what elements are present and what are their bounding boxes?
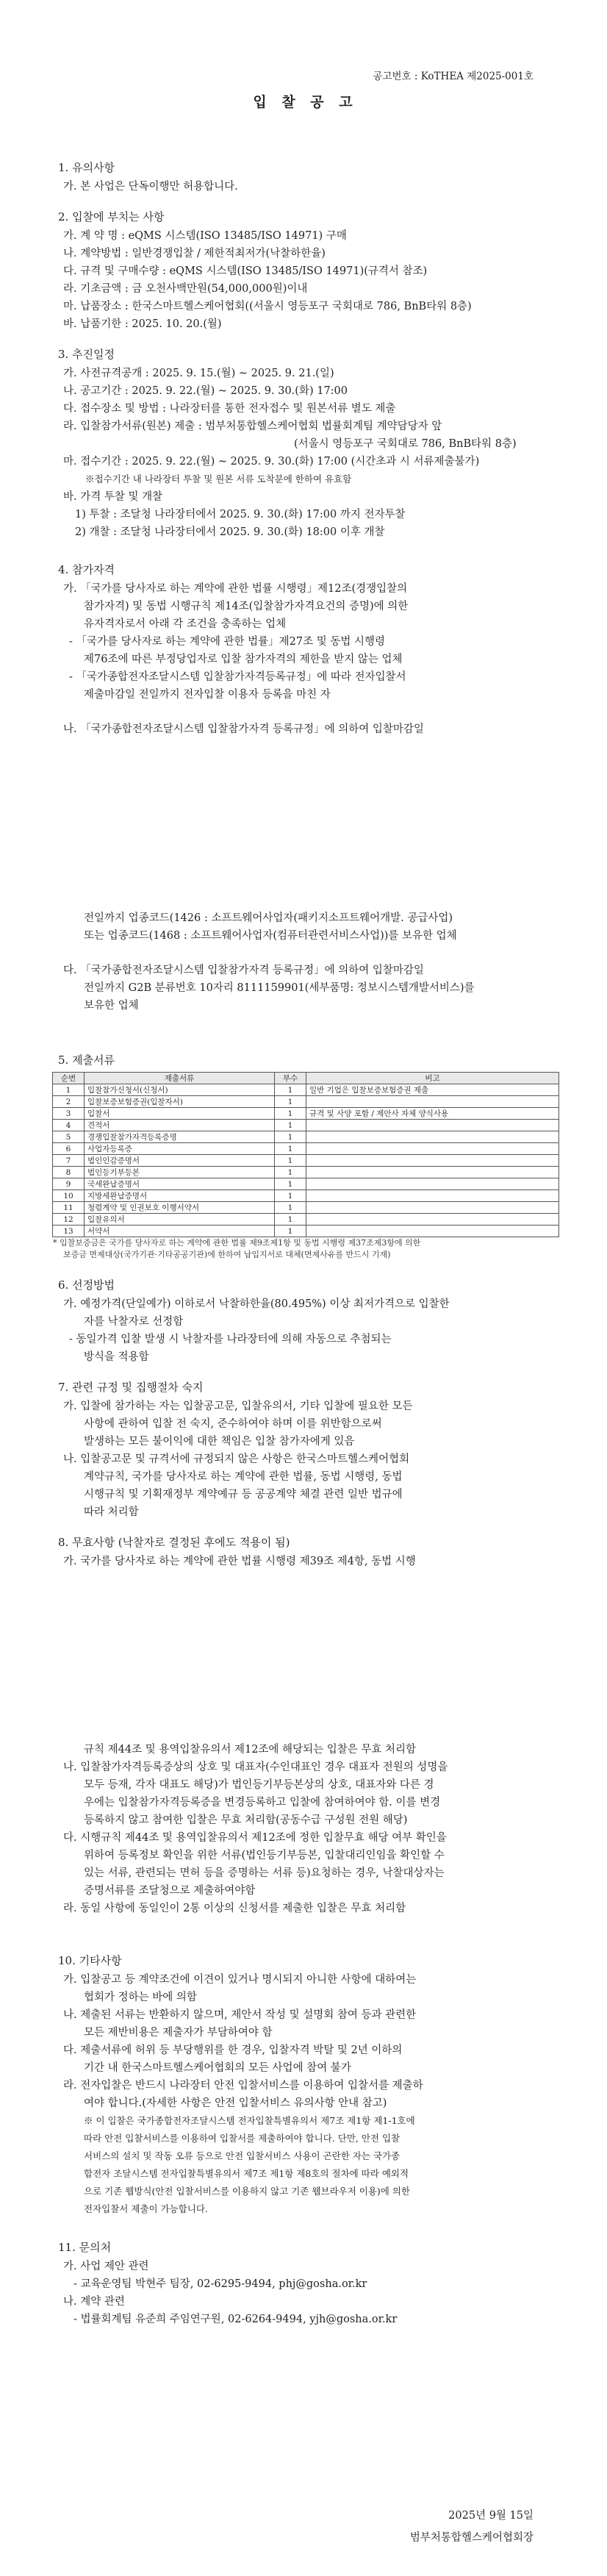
text-line: 1) 투찰 : 조달청 나라장터에서 2025. 9. 30.(화) 17:00 까지 전자투찰 xyxy=(75,509,406,520)
text-line: 다. 제출서류에 허위 등 부당행위를 한 경우, 입찰자격 박탈 및 2년 이하의 xyxy=(63,2044,403,2056)
section-heading: 8. 무효사항 (낙찰자로 결정된 후에도 적용이 됨) xyxy=(58,1536,290,1549)
section-heading: 7. 관련 규정 및 집행절차 숙지 xyxy=(58,1381,204,1394)
text-line: 가. 「국가를 당사자로 하는 계약에 관한 법률 시행령」제12조(경쟁입찰의 xyxy=(63,583,408,595)
cell-document: 입찰서 xyxy=(85,1108,275,1120)
text-line: 방식을 적용함 xyxy=(84,1351,149,1363)
cell-copies: 1 xyxy=(275,1143,306,1155)
text-line: 라. 동일 사항에 동일인이 2통 이상의 신청서를 제출한 입찰은 무효 처리함 xyxy=(63,1903,406,1914)
text-line: 유자격자로서 아래 각 조건을 충족하는 업체 xyxy=(84,618,287,630)
table-row xyxy=(53,1096,559,1108)
cell-document: 국세완납증명서 xyxy=(85,1178,275,1190)
cell-document: 지방세완납증명서 xyxy=(85,1190,275,1202)
section-heading: 1. 유의사항 xyxy=(58,161,115,174)
text-line: 참가자격) 및 동법 시행규칙 제14조(입찰참가자격요건의 증명)에 의한 xyxy=(84,601,409,612)
table-row xyxy=(53,1084,559,1096)
cell-copies: 1 xyxy=(275,1167,306,1178)
cell-remarks xyxy=(306,1202,559,1214)
text-line: (서울시 영등포구 국회대로 786, BnB타워 8층) xyxy=(294,438,517,450)
col-header-remarks: 비고 xyxy=(306,1073,559,1084)
text-line: - 동일가격 입찰 발생 시 낙찰자를 나라장터에 의해 자동으로 추첨되는 xyxy=(69,1334,392,1345)
cell-remarks xyxy=(306,1155,559,1167)
text-line: 다. 시행규칙 제44조 및 용역입찰유의서 제12조에 정한 입찰무효 해당 여부 확인을 xyxy=(63,1832,447,1844)
text-line: 모두 등재, 각자 대표도 해당)가 법인등기부등본상의 상호, 대표자와 다른 경 xyxy=(84,1779,434,1791)
text-line: 따라 안전 입찰서비스를 이용하여 입찰서를 제출하여야 합니다. 단만, 안전 입찰 xyxy=(84,2133,401,2144)
text-line: 가. 예정가격(단일예가) 이하로서 낙찰하한율(80.495%) 이상 최저가격으로 입찰한 xyxy=(63,1298,450,1310)
cell-remarks: 일반 기업은 입찰보증보험증권 제출 xyxy=(306,1084,559,1096)
cell-remarks xyxy=(306,1096,559,1108)
cell-document: 견적서 xyxy=(85,1120,275,1131)
text-line: ※ 이 입찰은 국가종합전자조달시스템 전자입찰특별유의서 제7조 제1항 제1-1호에 xyxy=(84,2115,415,2126)
table-row xyxy=(53,1167,559,1178)
text-line: 시행규칙 및 기획재정부 계약예규 등 공공계약 체결 관련 일반 법규에 xyxy=(84,1489,403,1500)
cell-no: 2 xyxy=(53,1096,85,1108)
cell-remarks xyxy=(306,1120,559,1131)
cell-remarks xyxy=(306,1131,559,1143)
text-line: 라. 전자입찰은 반드시 나라장터 안전 입찰서비스를 이용하여 입찰서를 제출하 xyxy=(63,2080,423,2092)
cell-no: 10 xyxy=(53,1190,85,1202)
table-row xyxy=(53,1226,559,1237)
text-line: 합전자 조달시스템 전자입찰특별유의서 제7조 제1항 제8호의 절차에 따라 예외적 xyxy=(84,2168,409,2179)
table-row xyxy=(53,1202,559,1214)
text-line: 있는 서류, 관련되는 면허 등을 증명하는 서류 등)요청하는 경우, 낙찰대상자는 xyxy=(84,1867,445,1879)
cell-document: 입찰참가신청서(신청서) xyxy=(85,1084,275,1096)
cell-remarks xyxy=(306,1190,559,1202)
text-line: 또는 업종코드(1468 : 소프트웨어사업자(컴퓨터관련서비스사업))를 보유한 업체 xyxy=(84,930,457,942)
cell-copies: 1 xyxy=(275,1084,306,1096)
section-heading: 2. 입찰에 부치는 사항 xyxy=(58,210,165,223)
text-line: 나. 계약 관련 xyxy=(63,2296,125,2308)
text-line: - 법률회계팀 유준희 주임연구원, 02-6264-9494, yjh@gosha.or.kr xyxy=(73,2314,398,2325)
cell-copies: 1 xyxy=(275,1155,306,1167)
cell-document: 입찰보증보험증권(입찰자서) xyxy=(85,1096,275,1108)
cell-copies: 1 xyxy=(275,1202,306,1214)
text-line: 모든 제반비용은 제출자가 부담하여야 함 xyxy=(84,2027,273,2039)
section-heading: 6. 선정방법 xyxy=(58,1278,115,1292)
text-line: 협회가 정하는 바에 의함 xyxy=(84,1992,197,2003)
text-line: 제76조에 따른 부정당업자로 입찰 참가자격의 제한을 받지 않는 업체 xyxy=(84,654,403,665)
text-line: 기간 내 한국스마트헬스케어협회의 모든 사업에 참여 불가 xyxy=(84,2062,351,2074)
text-line: 가. 사업 제안 관련 xyxy=(63,2261,149,2272)
table-header-row xyxy=(53,1073,559,1084)
cell-remarks xyxy=(306,1178,559,1190)
cell-no: 8 xyxy=(53,1167,85,1178)
cell-no: 11 xyxy=(53,1202,85,1214)
text-line: - 「국가를 당사자로 하는 계약에 관한 법률」제27조 및 동법 시행령 xyxy=(69,636,385,648)
document-title: 입 찰 공 고 xyxy=(253,94,354,110)
cell-no: 7 xyxy=(53,1155,85,1167)
cell-remarks xyxy=(306,1167,559,1178)
cell-copies: 1 xyxy=(275,1226,306,1237)
cell-copies: 1 xyxy=(275,1108,306,1120)
text-line: 마. 납품장소 : 한국스마트헬스케어협회((서울시 영등포구 국회대로 786, BnB타워 8층) xyxy=(63,301,472,312)
text-line: 우에는 입찰참가자격등록증을 변경등록하고 입찰에 참여하여야 함. 이를 변경 xyxy=(84,1797,441,1808)
text-line: 전일까지 G2B 분류번호 10자리 8111159901(세부품명: 정보시스템개발서비스)를 xyxy=(84,982,475,994)
text-line: 전자입찰서 제출이 가능합니다. xyxy=(84,2203,208,2214)
cell-document: 청렴계약 및 인권보호 이행서약서 xyxy=(85,1202,275,1214)
text-line: 자를 낙찰자로 선정함 xyxy=(84,1316,184,1328)
text-line: 가. 입찰에 참가하는 자는 입찰공고문, 입찰유의서, 기타 입찰에 필요한 모든 xyxy=(63,1400,413,1412)
cell-remarks: 규격 및 사양 포함 / 제안사 자체 양식사용 xyxy=(306,1108,559,1120)
cell-copies: 1 xyxy=(275,1120,306,1131)
text-line: 여야 합니다.(자세한 사항은 안전 입찰서비스 유의사항 안내 참고) xyxy=(84,2097,387,2109)
issuing-organization: 범부처통합헬스케어협회장 xyxy=(409,2532,534,2544)
text-line: 가. 본 사업은 단독이행만 허용합니다. xyxy=(63,181,238,193)
text-line: 등록하지 않고 참여한 입찰은 무효 처리함(공동수급 구성원 전원 해당) xyxy=(84,1814,408,1826)
table-row xyxy=(53,1108,559,1120)
table-row xyxy=(53,1120,559,1131)
text-line: 제출마감일 전일까지 전자입찰 이용자 등록을 마친 자 xyxy=(84,689,331,701)
text-line: 가. 계 약 명 : eQMS 시스템(ISO 13485/ISO 14971) 구매 xyxy=(63,230,347,242)
issue-date: 2025년 9월 15일 xyxy=(448,2510,534,2522)
cell-document: 법인등기부등본 xyxy=(85,1167,275,1178)
cell-no: 13 xyxy=(53,1226,85,1237)
text-line: 가. 사전규격공개 : 2025. 9. 15.(월) ~ 2025. 9. 21.(일) xyxy=(63,368,334,379)
col-header-no: 순번 xyxy=(53,1073,85,1084)
text-line: 바. 납품기한 : 2025. 10. 20.(월) xyxy=(63,318,222,330)
table-row xyxy=(53,1143,559,1155)
text-line: 나. 공고기간 : 2025. 9. 22.(월) ~ 2025. 9. 30.(화) 17:00 xyxy=(63,385,348,397)
text-line: 바. 가격 투찰 및 개찰 xyxy=(63,491,163,503)
text-line: 나. 입찰공고문 및 규격서에 규정되지 않은 사항은 한국스마트헬스케어협회 xyxy=(63,1453,410,1465)
text-line: 나. 제출된 서류는 반환하지 않으며, 제안서 작성 및 설명회 참여 등과 관련한 xyxy=(63,2009,417,2021)
text-line: 라. 입찰참가서류(원본) 제출 : 범부처통합헬스케어협회 법률회계팀 계약담당자 앞 xyxy=(63,421,442,432)
text-line: 가. 국가를 당사자로 하는 계약에 관한 법률 시행령 제39조 제4항, 동법 시행 xyxy=(63,1556,416,1567)
text-line: 다. 접수장소 및 방법 : 나라장터를 통한 전자접수 및 원본서류 별도 제출 xyxy=(63,403,396,415)
text-line: 나. 입찰참가자격등록증상의 상호 및 대표자(수인대표인 경우 대표자 전원의 성명을 xyxy=(63,1761,448,1773)
cell-document: 법인인감증명서 xyxy=(85,1155,275,1167)
text-line: 따라 처리함 xyxy=(84,1506,139,1518)
col-header-document: 제출서류 xyxy=(85,1073,275,1084)
text-line: 계약규칙, 국가를 당사자로 하는 계약에 관한 법률, 동법 시행령, 동법 xyxy=(84,1471,403,1483)
notice-number: 공고번호 : KoTHEA 제2025-001호 xyxy=(373,71,534,82)
cell-copies: 1 xyxy=(275,1190,306,1202)
text-line: 마. 접수기간 : 2025. 9. 22.(월) ~ 2025. 9. 30.(화) 17:00 (시간초과 시 서류제출불가) xyxy=(63,456,480,468)
text-line: 라. 기초금액 : 금 오천사백만원(54,000,000원)이내 xyxy=(63,283,308,295)
cell-remarks xyxy=(306,1214,559,1226)
cell-document: 서약서 xyxy=(85,1226,275,1237)
table-row xyxy=(53,1214,559,1226)
section-heading: 10. 기타사항 xyxy=(58,1954,122,1967)
text-line: 서비스의 설치 및 작동 오류 등으로 안전 입찰서비스 사용이 곤란한 자는 국가종 xyxy=(84,2150,401,2161)
text-line: 전일까지 업종코드(1426 : 소프트웨어사업자(패키지소프트웨어개발. 공급사업) xyxy=(84,912,453,924)
cell-document: 경쟁입찰참가자격등록증명 xyxy=(85,1131,275,1143)
table-row xyxy=(53,1190,559,1202)
text-line: 으로 기존 웹방식(안전 입찰서비스를 이용하지 않고 기존 웹브라우저 이용)에 의한 xyxy=(84,2186,410,2197)
cell-copies: 1 xyxy=(275,1214,306,1226)
table-body xyxy=(53,1084,559,1237)
cell-document: 사업자등록증 xyxy=(85,1143,275,1155)
table-row xyxy=(53,1155,559,1167)
text-line: 나. 계약방법 : 일반경쟁입찰 / 제한적최저가(낙찰하한율) xyxy=(63,248,326,260)
cell-no: 3 xyxy=(53,1108,85,1120)
section-heading: 4. 참가자격 xyxy=(58,563,115,576)
text-line: 발생하는 모든 불이익에 대한 책임은 입찰 참가자에게 있음 xyxy=(84,1436,355,1448)
cell-copies: 1 xyxy=(275,1131,306,1143)
col-header-copies: 부수 xyxy=(275,1073,306,1084)
cell-no: 6 xyxy=(53,1143,85,1155)
cell-no: 9 xyxy=(53,1178,85,1190)
text-line: 가. 입찰공고 등 계약조건에 이견이 있거나 명시되지 아니한 사항에 대하여는 xyxy=(63,1974,417,1986)
text-line: ※접수기간 내 나라장터 투찰 및 원본 서류 도착분에 한하여 유효함 xyxy=(85,473,352,484)
section-heading: 11. 문의처 xyxy=(58,2241,112,2254)
required-documents-table xyxy=(52,1072,559,1237)
section-heading: 3. 추진일정 xyxy=(58,348,115,361)
text-line: 나. 「국가종합전자조달시스템 입찰참가자격 등록규정」에 의하여 입찰마감일 xyxy=(63,723,424,735)
cell-document: 입찰유의서 xyxy=(85,1214,275,1226)
cell-no: 12 xyxy=(53,1214,85,1226)
cell-copies: 1 xyxy=(275,1178,306,1190)
table-row xyxy=(53,1131,559,1143)
text-line: * 입찰보증금은 국가를 당사자로 하는 계약에 관한 법률 제9조제1항 및 동법 시행령 제37조제3항에 의한 xyxy=(53,1238,421,1248)
cell-copies: 1 xyxy=(275,1096,306,1108)
text-line: 2) 개찰 : 조달청 나라장터에서 2025. 9. 30.(화) 18:00 이후 개찰 xyxy=(75,526,385,538)
text-line: - 「국가종합전자조달시스템 입찰참가자격등록규정」에 따라 전자입찰서 xyxy=(69,671,406,683)
cell-no: 4 xyxy=(53,1120,85,1131)
cell-no: 5 xyxy=(53,1131,85,1143)
cell-remarks xyxy=(306,1226,559,1237)
text-line: 위하여 등록정보 확인을 위한 서류(법인등기부등본, 입찰대리인임을 확인할 수 xyxy=(84,1850,445,1861)
text-line: 다. 「국가종합전자조달시스템 입찰참가자격 등록규정」에 의하여 입찰마감일 xyxy=(63,965,424,976)
text-line: 사항에 관하여 입찰 전 숙지, 준수하여야 하며 이를 위반함으로써 xyxy=(84,1418,382,1430)
cell-no: 1 xyxy=(53,1084,85,1096)
cell-remarks xyxy=(306,1143,559,1155)
text-line: 보증금 면제대상(국가기관·기타공공기관)에 한하여 납입지서로 대체(면제사유를 반드시 기재) xyxy=(63,1250,391,1259)
text-line: 다. 규격 및 구매수량 : eQMS 시스템(ISO 13485/ISO 14971)(규격서 참조) xyxy=(63,265,428,277)
text-line: - 교육운영팀 박현주 팀장, 02-6295-9494, phj@gosha.or.kr xyxy=(73,2278,367,2290)
table-row xyxy=(53,1178,559,1190)
section-heading: 5. 제출서류 xyxy=(58,1053,115,1067)
text-line: 규칙 제44조 및 용역입찰유의서 제12조에 해당되는 입찰은 무효 처리함 xyxy=(84,1744,416,1756)
text-line: 증명서류를 조달청으로 제출하여야함 xyxy=(84,1885,256,1897)
text-line: 보유한 업체 xyxy=(84,1000,139,1012)
